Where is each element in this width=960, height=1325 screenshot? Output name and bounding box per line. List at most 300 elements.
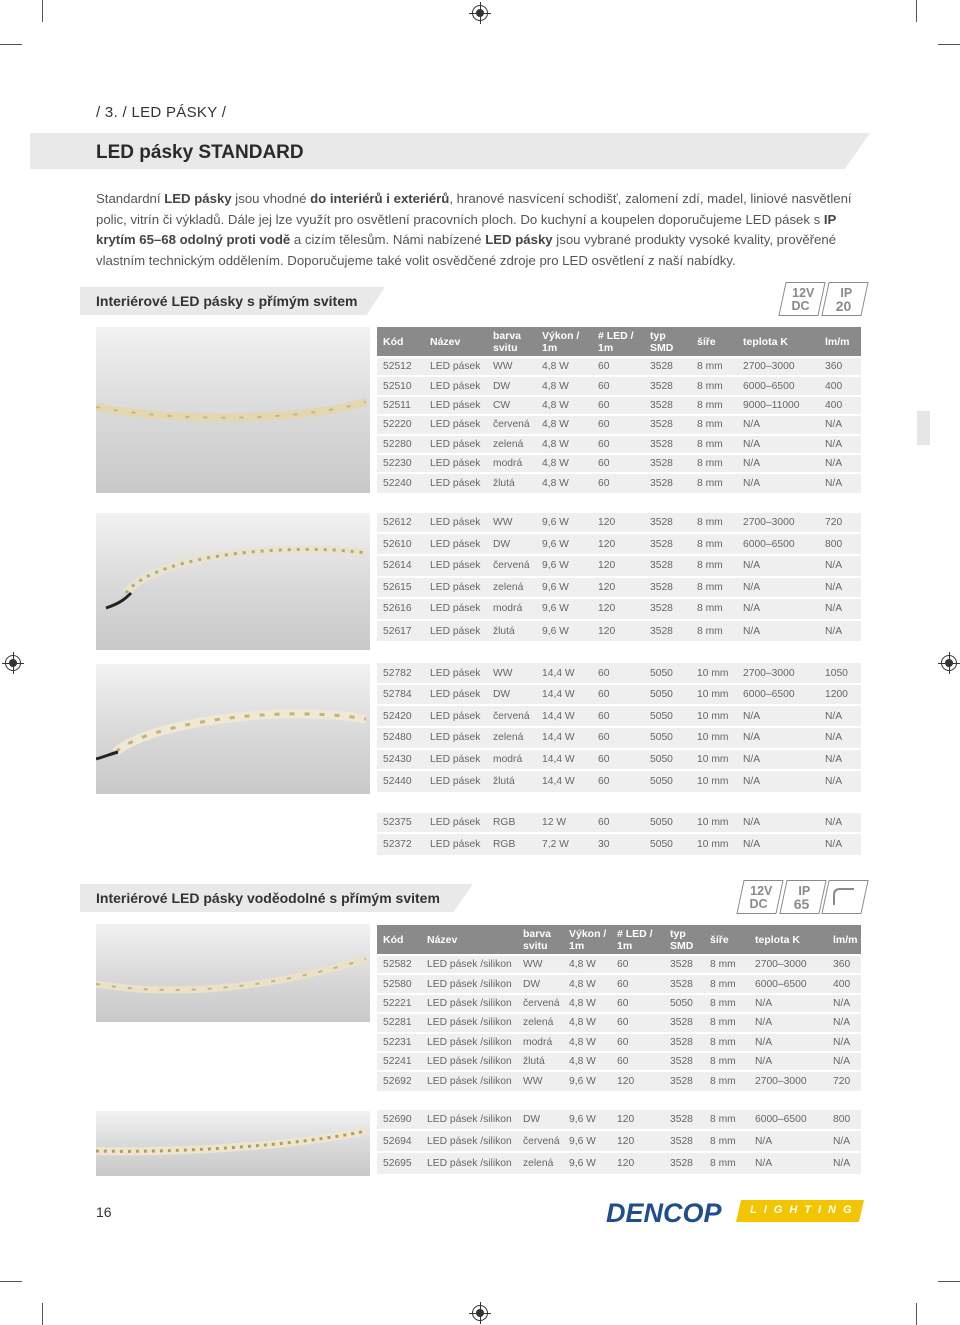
table-cell: N/A	[737, 577, 819, 599]
table-cell: 52241	[377, 1052, 421, 1071]
table-cell: 4,8 W	[563, 1052, 611, 1071]
table-cell: RGB	[487, 812, 536, 834]
table-cell: 52221	[377, 994, 421, 1013]
table-cell: LED pásek	[424, 376, 487, 395]
column-header: šíře	[704, 925, 749, 955]
table-cell: 60	[611, 1052, 664, 1071]
table-cell: N/A	[737, 770, 819, 792]
table-cell: LED pásek	[424, 662, 487, 684]
table-cell: 5050	[644, 770, 691, 792]
table-cell: 60	[611, 974, 664, 993]
intro-text: IP krytím 65–68 odolný proti vodě	[96, 211, 837, 248]
table-cell: 52784	[377, 684, 424, 706]
table-cell: 9,6 W	[536, 577, 592, 599]
table-cell: 3528	[644, 533, 691, 555]
table-row	[377, 705, 861, 727]
column-header: teplota K	[749, 925, 827, 955]
table-cell: N/A	[819, 415, 861, 434]
table-cell: WW	[487, 512, 536, 534]
table-cell: WW	[487, 662, 536, 684]
table-cell: 60	[611, 994, 664, 1013]
table-row	[377, 684, 861, 706]
table-cell: LED pásek	[424, 396, 487, 415]
table-cell: červená	[517, 1130, 563, 1152]
table-cell: N/A	[737, 415, 819, 434]
table-cell: DW	[517, 1109, 563, 1131]
column-header: Kód	[377, 327, 424, 357]
badge-top: 12V	[750, 884, 773, 898]
table-cell: N/A	[819, 727, 861, 749]
table-cell: 4,8 W	[536, 376, 592, 395]
table-cell: zelená	[487, 727, 536, 749]
table-cell: DW	[487, 684, 536, 706]
table-cell: N/A	[737, 620, 819, 642]
table-cell: N/A	[737, 749, 819, 771]
table-cell: 3528	[644, 396, 691, 415]
table-row	[377, 555, 861, 577]
breadcrumb: / 3. / LED PÁSKY /	[96, 104, 227, 121]
table-cell: 3528	[664, 1071, 704, 1090]
table-cell: 52372	[377, 833, 424, 855]
table-cell: žlutá	[487, 620, 536, 642]
table-cell: 8 mm	[691, 357, 737, 376]
table-cell: 5050	[664, 994, 704, 1013]
table-cell: 5050	[644, 684, 691, 706]
table-cell: 6000–6500	[737, 533, 819, 555]
table-cell: N/A	[819, 435, 861, 454]
table-cell: 3528	[644, 512, 691, 534]
table-cell: 3528	[644, 577, 691, 599]
table-cell: LED pásek /silikon	[421, 1109, 517, 1131]
badge-top: IP	[798, 884, 811, 898]
table-cell: 5050	[644, 833, 691, 855]
table-cell: 3528	[644, 620, 691, 642]
column-header: lm/m	[827, 925, 861, 955]
table-cell: LED pásek	[424, 770, 487, 792]
table-cell: LED pásek	[424, 749, 487, 771]
table-cell: 5050	[644, 727, 691, 749]
table-cell: žlutá	[517, 1052, 563, 1071]
column-header: lm/m	[819, 327, 861, 357]
registration-mark-icon	[472, 5, 488, 21]
page-number: 16	[96, 1204, 112, 1220]
voltage-badge	[778, 282, 825, 316]
product-photo	[96, 924, 370, 1022]
table-cell: 120	[611, 1130, 664, 1152]
table-cell: 60	[592, 705, 644, 727]
crop-mark	[916, 0, 917, 22]
column-header: # LED / 1m	[611, 925, 664, 955]
table-cell: N/A	[827, 1033, 861, 1052]
table-cell: 8 mm	[691, 454, 737, 473]
table-cell: 6000–6500	[749, 1109, 827, 1131]
table-row	[377, 357, 861, 376]
table-row	[377, 833, 861, 855]
table-cell: 3528	[644, 357, 691, 376]
intro-text: do interiérů i exteriérů	[310, 191, 450, 206]
table-cell: 120	[592, 620, 644, 642]
table-cell: CW	[487, 396, 536, 415]
table-cell: 4,8 W	[536, 357, 592, 376]
table-cell: 60	[592, 396, 644, 415]
table-row	[377, 1013, 861, 1032]
table-cell: 52580	[377, 974, 421, 993]
table-cell: modrá	[487, 454, 536, 473]
product-photo	[96, 513, 370, 650]
table-row	[377, 1130, 861, 1152]
table-cell: 4,8 W	[536, 415, 592, 434]
table-cell: 8 mm	[691, 555, 737, 577]
table-cell: 4,8 W	[563, 1033, 611, 1052]
table-cell: 14,4 W	[536, 727, 592, 749]
table-cell: 4,8 W	[536, 454, 592, 473]
table-cell: 1050	[819, 662, 861, 684]
column-header: # LED / 1m	[592, 327, 644, 357]
table-cell: 3528	[664, 1130, 704, 1152]
column-header: Kód	[377, 925, 421, 955]
table-cell: LED pásek /silikon	[421, 974, 517, 993]
table-cell: 120	[611, 1152, 664, 1174]
table-cell: 3528	[664, 1109, 704, 1131]
table-row	[377, 396, 861, 415]
table-cell: 52220	[377, 415, 424, 434]
table-cell: 60	[611, 1013, 664, 1032]
table-cell: 14,4 W	[536, 662, 592, 684]
product-photo	[96, 1111, 370, 1176]
table-cell: RGB	[487, 833, 536, 855]
ip-rating-badge	[821, 282, 868, 316]
table-cell: N/A	[819, 454, 861, 473]
table-cell: 60	[592, 376, 644, 395]
table-cell: 52240	[377, 473, 424, 492]
table-cell: 60	[592, 727, 644, 749]
table-cell: 8 mm	[691, 577, 737, 599]
table-cell: 8 mm	[704, 1130, 749, 1152]
table-cell: 10 mm	[691, 833, 737, 855]
table-cell: 5050	[644, 812, 691, 834]
table-row	[377, 376, 861, 395]
intro-text: jsou vhodné	[231, 191, 311, 206]
table-cell: zelená	[487, 435, 536, 454]
badge-top: IP	[840, 286, 853, 300]
table-cell: 3528	[644, 376, 691, 395]
table-cell: 12 W	[536, 812, 592, 834]
table-cell: N/A	[827, 1130, 861, 1152]
table-cell: 3528	[664, 1033, 704, 1052]
column-header: barva svitu	[517, 925, 563, 955]
group-spacer	[377, 641, 861, 662]
table-cell: 52617	[377, 620, 424, 642]
intro-text: Standardní	[96, 191, 165, 206]
table-row	[377, 415, 861, 434]
table-row	[377, 770, 861, 792]
table-cell: 800	[827, 1109, 861, 1131]
table-cell: 3528	[664, 974, 704, 993]
column-header: typ SMD	[664, 925, 704, 955]
crop-mark	[0, 44, 22, 45]
table-cell: 3528	[644, 473, 691, 492]
table-cell: 3528	[644, 454, 691, 473]
table-row	[377, 1152, 861, 1174]
table-cell: LED pásek	[424, 577, 487, 599]
table-cell: LED pásek	[424, 473, 487, 492]
column-header: teplota K	[737, 327, 819, 357]
table-cell: 9,6 W	[563, 1152, 611, 1174]
badge-top: 12V	[792, 286, 815, 300]
group-spacer	[377, 493, 861, 512]
table-cell: 30	[592, 833, 644, 855]
registration-mark-icon	[5, 655, 21, 671]
group-spacer	[377, 792, 861, 812]
table-cell: 52230	[377, 454, 424, 473]
table-cell: LED pásek	[424, 555, 487, 577]
table-cell: 8 mm	[691, 415, 737, 434]
table-cell: 3528	[644, 555, 691, 577]
table-cell: 8 mm	[691, 396, 737, 415]
table-cell: 60	[592, 435, 644, 454]
table-cell: 10 mm	[691, 662, 737, 684]
table-cell: N/A	[749, 1033, 827, 1052]
table-cell: N/A	[819, 577, 861, 599]
table-cell: 4,8 W	[563, 1013, 611, 1032]
table-cell: WW	[517, 1071, 563, 1090]
table-row	[377, 1033, 861, 1052]
voltage-badge	[736, 880, 783, 914]
table-cell: LED pásek /silikon	[421, 1033, 517, 1052]
table-cell: LED pásek /silikon	[421, 1130, 517, 1152]
product-photo	[96, 664, 370, 794]
section-title: Interiérové LED pásky voděodolné s přímým svitem	[96, 890, 440, 906]
table-cell: 8 mm	[704, 1033, 749, 1052]
table-cell: 8 mm	[691, 512, 737, 534]
table-cell: 52512	[377, 357, 424, 376]
brand-logo-sub: LIGHTING	[750, 1204, 859, 1216]
crop-mark	[938, 1281, 960, 1282]
table-cell: 1200	[819, 684, 861, 706]
table-cell: LED pásek	[424, 512, 487, 534]
table-cell: 52440	[377, 770, 424, 792]
intro-text: LED pásky	[164, 191, 232, 206]
table-cell: 9,6 W	[536, 555, 592, 577]
table-cell: 2700–3000	[749, 1071, 827, 1090]
table-row	[377, 1071, 861, 1090]
table-cell: 5050	[644, 662, 691, 684]
table-cell: LED pásek	[424, 533, 487, 555]
table-cell: 9,6 W	[536, 598, 592, 620]
badge-bottom: 20	[835, 298, 852, 314]
table-cell: 9000–11000	[737, 396, 819, 415]
table-cell: 3528	[664, 1152, 704, 1174]
table-cell: modrá	[487, 598, 536, 620]
crop-mark	[42, 0, 43, 22]
table-cell: 4,8 W	[563, 974, 611, 993]
table-cell: LED pásek	[424, 620, 487, 642]
badge-bottom: 65	[793, 896, 810, 912]
table-cell: N/A	[819, 749, 861, 771]
table-cell: 52511	[377, 396, 424, 415]
table-cell: 52480	[377, 727, 424, 749]
table-cell: 60	[611, 955, 664, 974]
table-cell: N/A	[749, 994, 827, 1013]
table-cell: 60	[592, 473, 644, 492]
profile-shape-icon	[821, 880, 868, 914]
table-cell: N/A	[737, 473, 819, 492]
table-cell: 120	[592, 555, 644, 577]
intro-paragraph	[96, 189, 866, 271]
table-cell: N/A	[737, 727, 819, 749]
table-cell: 10 mm	[691, 812, 737, 834]
table-cell: 8 mm	[704, 1152, 749, 1174]
table-cell: červená	[487, 555, 536, 577]
table-cell: N/A	[737, 555, 819, 577]
table-cell: 6000–6500	[749, 974, 827, 993]
column-header: Název	[424, 327, 487, 357]
table-row	[377, 662, 861, 684]
table-cell: 52782	[377, 662, 424, 684]
table-cell: 8 mm	[704, 1052, 749, 1071]
table-cell: 8 mm	[691, 533, 737, 555]
table-cell: 6000–6500	[737, 684, 819, 706]
table-cell: 52616	[377, 598, 424, 620]
badge-bottom: DC	[749, 897, 768, 911]
table-cell: 52281	[377, 1013, 421, 1032]
registration-mark-icon	[472, 1305, 488, 1321]
table-cell: 52614	[377, 555, 424, 577]
table-cell: 360	[827, 955, 861, 974]
table-cell: 52280	[377, 435, 424, 454]
table-row	[377, 812, 861, 834]
table-cell: 9,6 W	[563, 1130, 611, 1152]
table-cell: LED pásek	[424, 598, 487, 620]
table-cell: 52430	[377, 749, 424, 771]
table-cell: 4,8 W	[563, 955, 611, 974]
table-cell: 120	[592, 512, 644, 534]
intro-text: a cizím tělesům. Námi nabízené	[290, 232, 486, 248]
table-cell: 52610	[377, 533, 424, 555]
table-cell: 10 mm	[691, 770, 737, 792]
brand-logo: DENCOP	[606, 1198, 722, 1228]
table-cell: LED pásek /silikon	[421, 1052, 517, 1071]
table-cell: 52695	[377, 1152, 421, 1174]
table-cell: 14,4 W	[536, 749, 592, 771]
table-cell: modrá	[517, 1033, 563, 1052]
table-cell: 2700–3000	[737, 512, 819, 534]
table-cell: 7,2 W	[536, 833, 592, 855]
table-cell: 2700–3000	[749, 955, 827, 974]
table-cell: N/A	[737, 812, 819, 834]
table-cell: 8 mm	[691, 376, 737, 395]
column-header: šíře	[691, 327, 737, 357]
table-cell: 3528	[664, 1052, 704, 1071]
table-cell: 8 mm	[704, 974, 749, 993]
table-cell: 120	[611, 1071, 664, 1090]
table-row	[377, 533, 861, 555]
table-cell: 3528	[644, 415, 691, 434]
table-row	[377, 994, 861, 1013]
table-cell: N/A	[827, 1152, 861, 1174]
table-cell: 8 mm	[704, 1109, 749, 1131]
table-cell: N/A	[737, 705, 819, 727]
product-table	[377, 925, 861, 1174]
table-cell: LED pásek /silikon	[421, 1071, 517, 1090]
table-cell: N/A	[827, 1052, 861, 1071]
table-cell: 52420	[377, 705, 424, 727]
intro-text: jsou vybrané produkty vysoké kvality, prověřené vlastním technickým oddělením. Doporučujeme také volit osvědčené zdroje pro LED osvětlení z naší nabídky.	[96, 232, 837, 268]
group-spacer	[377, 1091, 861, 1109]
table-cell: zelená	[487, 577, 536, 599]
table-cell: N/A	[819, 812, 861, 834]
table-cell: LED pásek	[424, 684, 487, 706]
table-row	[377, 435, 861, 454]
table-cell: N/A	[819, 473, 861, 492]
page-title: LED pásky STANDARD	[96, 142, 304, 163]
column-header: Výkon / 1m	[563, 925, 611, 955]
table-cell: LED pásek /silikon	[421, 1152, 517, 1174]
table-row	[377, 454, 861, 473]
table-cell: 120	[611, 1109, 664, 1131]
table-cell: 8 mm	[704, 994, 749, 1013]
table-cell: 4,8 W	[563, 994, 611, 1013]
table-cell: 9,6 W	[536, 512, 592, 534]
table-cell: 400	[827, 974, 861, 993]
table-cell: 800	[819, 533, 861, 555]
table-cell: N/A	[819, 598, 861, 620]
table-cell: 60	[592, 749, 644, 771]
table-cell: N/A	[819, 555, 861, 577]
table-cell: 60	[592, 454, 644, 473]
table-cell: 9,6 W	[563, 1109, 611, 1131]
table-cell: DW	[487, 376, 536, 395]
table-cell: N/A	[749, 1052, 827, 1071]
table-cell: LED pásek /silikon	[421, 1013, 517, 1032]
table-cell: 9,6 W	[536, 620, 592, 642]
crop-mark	[42, 1303, 43, 1325]
table-cell: N/A	[827, 994, 861, 1013]
table-cell: 9,6 W	[563, 1071, 611, 1090]
table-cell: LED pásek	[424, 454, 487, 473]
table-cell: 2700–3000	[737, 357, 819, 376]
table-cell: LED pásek	[424, 357, 487, 376]
product-table	[377, 327, 861, 855]
table-cell: N/A	[737, 598, 819, 620]
table-cell: červená	[487, 705, 536, 727]
table-cell: 5050	[644, 705, 691, 727]
table-cell: 52231	[377, 1033, 421, 1052]
table-cell: 14,4 W	[536, 684, 592, 706]
table-cell: 4,8 W	[536, 473, 592, 492]
table-cell: modrá	[487, 749, 536, 771]
table-cell: 4,8 W	[536, 435, 592, 454]
table-cell: žlutá	[487, 473, 536, 492]
table-cell: 720	[827, 1071, 861, 1090]
table-cell: 400	[819, 396, 861, 415]
table-cell: 14,4 W	[536, 705, 592, 727]
table-cell: 60	[592, 770, 644, 792]
table-cell: 14,4 W	[536, 770, 592, 792]
badge-bottom: DC	[791, 299, 810, 313]
table-cell: WW	[517, 955, 563, 974]
table-cell: 10 mm	[691, 727, 737, 749]
section-title: Interiérové LED pásky s přímým svitem	[96, 293, 358, 309]
table-cell: žlutá	[487, 770, 536, 792]
table-cell: LED pásek /silikon	[421, 994, 517, 1013]
table-cell: 8 mm	[691, 620, 737, 642]
table-row	[377, 1109, 861, 1131]
table-cell: zelená	[517, 1013, 563, 1032]
table-cell: 52690	[377, 1109, 421, 1131]
table-cell: 52612	[377, 512, 424, 534]
table-cell: 52615	[377, 577, 424, 599]
